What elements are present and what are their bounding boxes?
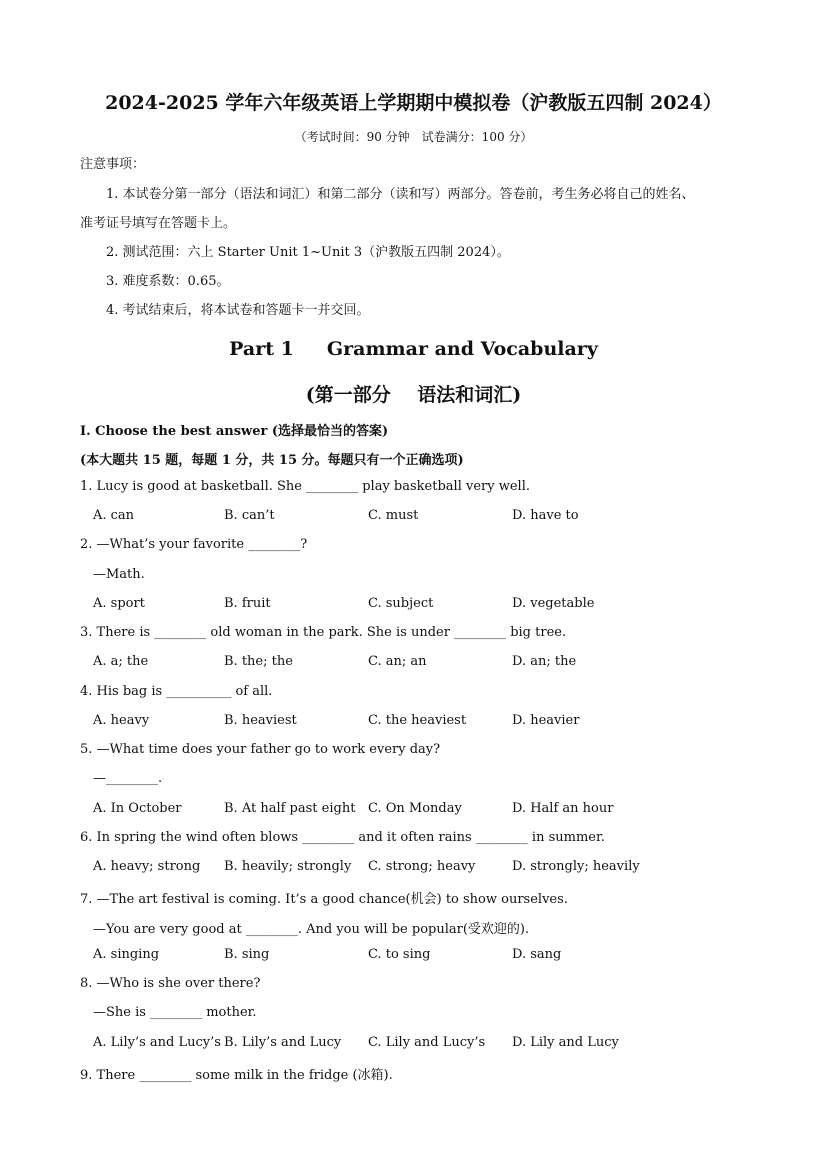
question-1-stem: 1. Lucy is good at basketball. She ________ play basketball very well. bbox=[80, 479, 530, 494]
question-1-option-d: D. have to bbox=[512, 508, 579, 523]
question-4-option-b: B. heaviest bbox=[224, 713, 297, 728]
question-2-reply: —Math. bbox=[93, 567, 145, 582]
question-7-reply: —You are very good at ________. And you will be popular(受欢迎的). bbox=[93, 922, 530, 937]
question-3-stem: 3. There is ________ old woman in the park. She is under ________ big tree. bbox=[80, 625, 567, 640]
question-4-option-a: A. heavy bbox=[93, 713, 150, 728]
note-item-1: 1. 本试卷分第一部分（语法和词汇）和第二部分（读和写）两部分。答卷前，考生务必将自己的姓名、 bbox=[106, 187, 695, 202]
question-3-option-a: A. a; the bbox=[93, 654, 149, 669]
question-9-stem: 9. There ________ some milk in the fridge (冰箱). bbox=[80, 1068, 393, 1083]
question-8-option-d: D. Lily and Lucy bbox=[512, 1035, 619, 1050]
question-7-option-d: D. sang bbox=[512, 947, 562, 962]
question-7-option-a: A. singing bbox=[93, 947, 160, 962]
question-7-option-c: C. to sing bbox=[368, 947, 431, 962]
question-5-option-c: C. On Monday bbox=[368, 801, 462, 816]
question-8-option-b: B. Lily’s and Lucy bbox=[224, 1035, 342, 1050]
section-heading: I. Choose the best answer (选择最恰当的答案) bbox=[80, 424, 389, 439]
question-4-option-c: C. the heaviest bbox=[368, 713, 467, 728]
question-5-option-b: B. At half past eight bbox=[224, 801, 356, 816]
question-6-option-a: A. heavy; strong bbox=[93, 859, 201, 874]
question-1-option-c: C. must bbox=[368, 508, 419, 523]
question-2-option-c: C. subject bbox=[368, 596, 434, 611]
note-item-1-cont: 准考证号填写在答题卡上。 bbox=[80, 216, 237, 231]
question-6-option-b: B. heavily; strongly bbox=[224, 859, 352, 874]
question-1-option-b: B. can’t bbox=[224, 508, 275, 523]
question-3-option-c: C. an; an bbox=[368, 654, 427, 669]
question-1-option-a: A. can bbox=[93, 508, 135, 523]
question-6-stem: 6. In spring the wind often blows ________ and it often rains ________ in summer. bbox=[80, 830, 605, 845]
exam-time-info: （考试时间：90 分钟 试卷满分：100 分） bbox=[294, 130, 533, 144]
question-4-option-d: D. heavier bbox=[512, 713, 580, 728]
question-6-option-d: D. strongly; heavily bbox=[512, 859, 640, 874]
section-instruction: (本大题共 15 题，每题 1 分，共 15 分。每题只有一个正确选项) bbox=[80, 453, 464, 468]
question-8-reply: —She is ________ mother. bbox=[93, 1005, 257, 1020]
part-subtitle: (第一部分 语法和词汇) bbox=[305, 384, 522, 406]
question-5-reply: —________. bbox=[93, 771, 163, 786]
question-8-option-c: C. Lily and Lucy’s bbox=[368, 1035, 486, 1050]
exam-title: 2024-2025 学年六年级英语上学期期中模拟卷（沪教版五四制 2024） bbox=[105, 92, 722, 114]
question-3-option-d: D. an; the bbox=[512, 654, 577, 669]
question-2-option-b: B. fruit bbox=[224, 596, 271, 611]
question-5-option-a: A. In October bbox=[93, 801, 182, 816]
note-item-3: 3. 难度系数：0.65。 bbox=[106, 274, 230, 289]
question-6-option-c: C. strong; heavy bbox=[368, 859, 476, 874]
part-title: Part 1 Grammar and Vocabulary bbox=[229, 338, 598, 360]
question-5-stem: 5. —What time does your father go to work every day? bbox=[80, 742, 441, 757]
question-8-option-a: A. Lily’s and Lucy’s bbox=[93, 1035, 221, 1050]
question-2-option-d: D. vegetable bbox=[512, 596, 595, 611]
question-8-stem: 8. —Who is she over there? bbox=[80, 976, 261, 991]
note-item-4: 4. 考试结束后，将本试卷和答题卡一并交回。 bbox=[106, 303, 370, 318]
question-2-stem: 2. —What’s your favorite ________? bbox=[80, 537, 308, 552]
question-7-stem: 7. —The art festival is coming. It’s a good chance(机会) to show ourselves. bbox=[80, 892, 568, 907]
note-item-2: 2. 测试范围：六上 Starter Unit 1~Unit 3（沪教版五四制 2024）。 bbox=[106, 245, 510, 260]
question-7-option-b: B. sing bbox=[224, 947, 270, 962]
notes-heading: 注意事项： bbox=[80, 157, 146, 172]
question-4-stem: 4. His bag is __________ of all. bbox=[80, 684, 273, 699]
question-5-option-d: D. Half an hour bbox=[512, 801, 614, 816]
question-2-option-a: A. sport bbox=[93, 596, 145, 611]
question-3-option-b: B. the; the bbox=[224, 654, 293, 669]
